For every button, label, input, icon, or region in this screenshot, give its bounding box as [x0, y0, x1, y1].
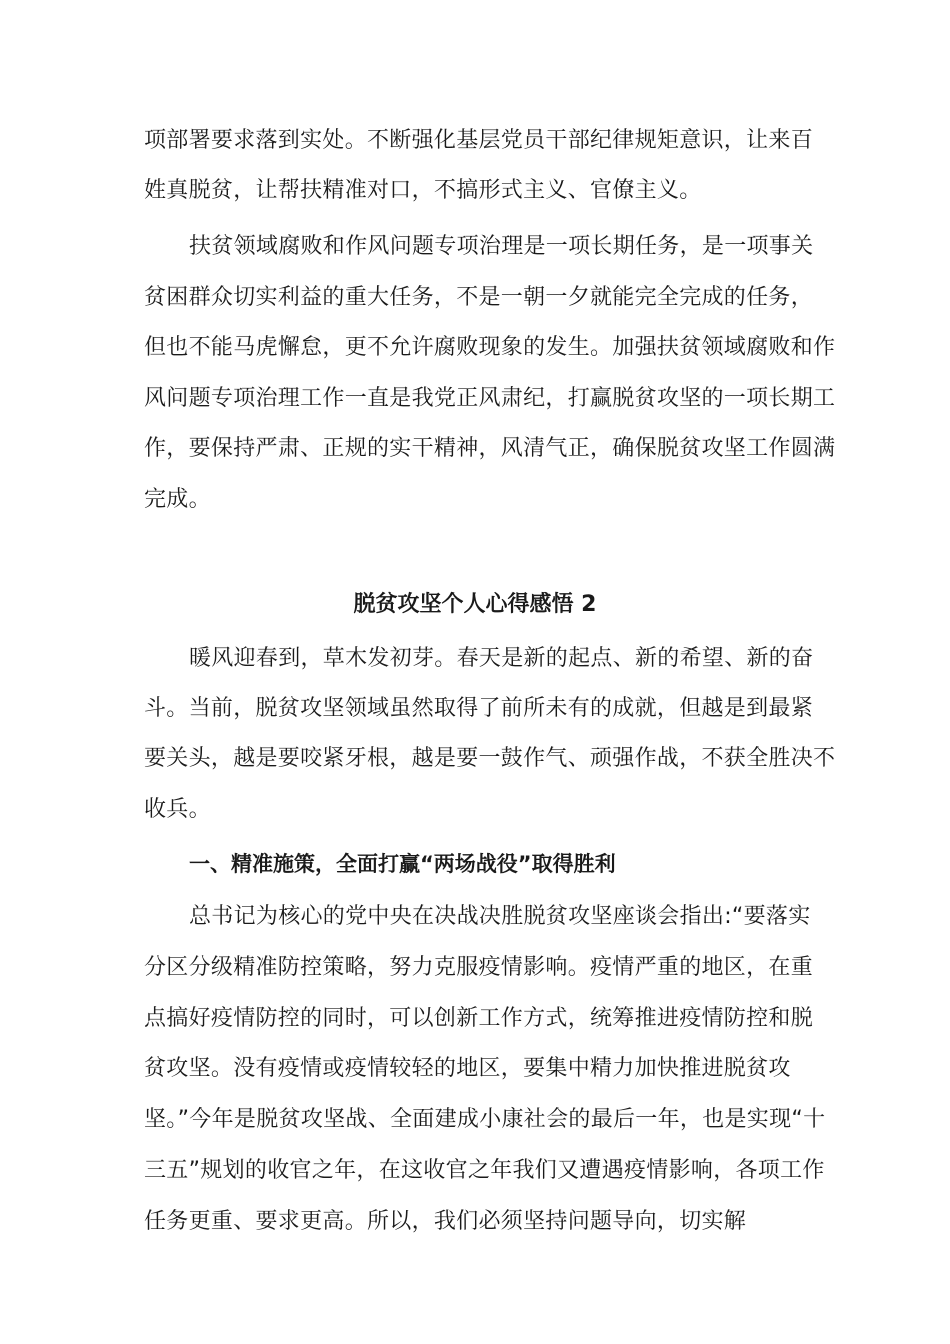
- paragraph-line: 任务更重、要求更高。所以，我们必须坚持问题导向，切实解: [144, 1209, 747, 1234]
- paragraph-line: 点搞好疫情防控的同时，可以创新工作方式，统筹推进疫情防控和脱: [144, 1006, 814, 1031]
- paragraph-line: 项部署要求落到实处。不断强化基层党员干部纪律规矩意识，让来百: [144, 128, 814, 153]
- paragraph-line: 坚。”今年是脱贫攻坚战、全面建成小康社会的最后一年，也是实现“十: [144, 1107, 826, 1132]
- paragraph-line: 三五”规划的收官之年，在这收官之年我们又遭遇疫情影响，各项工作: [144, 1158, 825, 1183]
- paragraph-line: 贫攻坚。没有疫情或疫情较轻的地区，要集中精力加快推进脱贫攻: [144, 1056, 791, 1081]
- paragraph-line: 作，要保持严肃、正规的实干精神，风清气正，确保脱贫攻坚工作圆满: [144, 436, 836, 461]
- section-heading: 一、精准施策，全面打赢“两场战役”取得胜利: [189, 852, 616, 876]
- paragraph-line: 贫困群众切实利益的重大任务，不是一朝一夕就能完全完成的任务，: [144, 285, 814, 310]
- paragraph-line: 收兵。: [144, 797, 211, 822]
- article-title: 脱贫攻坚个人心得感悟 2: [353, 592, 597, 617]
- paragraph-line: 分区分级精准防控策略，努力克服疫情影响。疫情严重的地区，在重: [144, 955, 814, 980]
- paragraph-line: 姓真脱贫，让帮扶精准对口，不搞形式主义、官僚主义。: [144, 178, 702, 203]
- paragraph-line: 斗。当前，脱贫攻坚领域虽然取得了前所未有的成就，但越是到最紧: [144, 696, 814, 721]
- paragraph-line: 扶贫领域腐败和作风问题专项治理是一项长期任务，是一项事关: [189, 234, 814, 259]
- paragraph-line: 总书记为核心的党中央在决战决胜脱贫攻坚座谈会指出:“要落实: [189, 904, 811, 929]
- paragraph-line: 要关头，越是要咬紧牙根，越是要一鼓作气、顽强作战，不获全胜决不: [144, 746, 836, 771]
- paragraph-line: 暖风迎春到，草木发初芽。春天是新的起点、新的希望、新的奋: [189, 646, 814, 671]
- paragraph-line: 完成。: [144, 487, 211, 512]
- paragraph-line: 风问题专项治理工作一直是我党正风肃纪，打赢脱贫攻坚的一项长期工: [144, 386, 836, 411]
- paragraph-line: 但也不能马虎懈怠，更不允许腐败现象的发生。加强扶贫领域腐败和作: [144, 335, 836, 360]
